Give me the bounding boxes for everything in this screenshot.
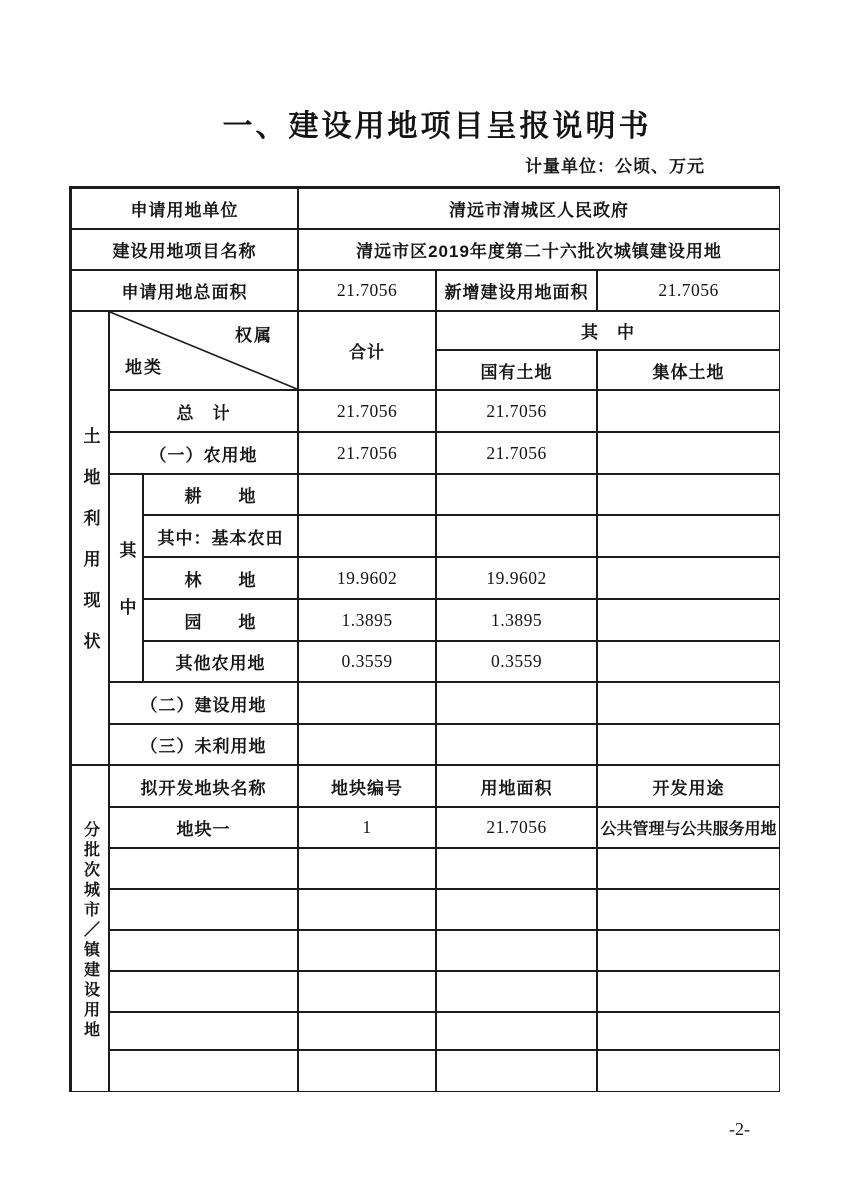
new-construction-area-value: 21.7056: [597, 270, 780, 311]
project-name-value: 清远市区2019年度第二十六批次城镇建设用地: [298, 229, 780, 270]
landuse-row-collective: [597, 390, 780, 432]
parcel-row-number: [298, 889, 436, 930]
new-construction-area-label: 新增建设用地面积: [436, 270, 597, 311]
parcel-row-area: [436, 1012, 597, 1050]
total-area-label: 申请用地总面积: [71, 270, 298, 311]
parcel-row-number: [298, 971, 436, 1012]
landuse-row-state: [436, 515, 597, 557]
applicant-unit-label: 申请用地单位: [71, 188, 298, 229]
landuse-row-collective: [597, 515, 780, 557]
landuse-row-label: 总 计: [109, 390, 298, 432]
parcel-header-number: 地块编号: [298, 765, 436, 807]
parcel-row-number: 1: [298, 807, 436, 848]
col-header-state-land: 国有土地: [436, 350, 597, 390]
landuse-section-strip: [71, 311, 109, 765]
landuse-row-total: [298, 474, 436, 515]
landuse-row-total: 21.7056: [298, 390, 436, 432]
landuse-row-total: 21.7056: [298, 432, 436, 474]
landuse-row-state: [436, 724, 597, 765]
parcel-row-purpose: [597, 1050, 780, 1092]
parcel-row-name: [109, 930, 298, 971]
landuse-row-total: 19.9602: [298, 557, 436, 599]
landuse-row-collective: [597, 599, 780, 641]
diagonal-landtype-label: 地类: [125, 358, 163, 377]
parcel-row-purpose: [597, 971, 780, 1012]
landuse-row-total: 1.3895: [298, 599, 436, 641]
parcel-row-name: 地块一: [109, 807, 298, 848]
landuse-section-label: 土地利用现状: [80, 427, 100, 673]
project-name-label: 建设用地项目名称: [71, 229, 298, 270]
landuse-row-total: [298, 724, 436, 765]
page-title: 一、建设用地项目呈报说明书: [222, 110, 652, 143]
parcel-row-name: [109, 971, 298, 1012]
landuse-row-label: 耕 地: [143, 474, 298, 515]
parcel-row-purpose: [597, 930, 780, 971]
parcel-row-purpose: 公共管理与公共服务用地: [597, 807, 780, 848]
parcel-row-area: [436, 971, 597, 1012]
landuse-row-total: 0.3559: [298, 641, 436, 682]
landuse-row-state: 0.3559: [436, 641, 597, 682]
landuse-row-label: （三）未利用地: [109, 724, 298, 765]
unit-note: 计量单位：公顷、万元: [525, 157, 705, 176]
parcel-row-area: [436, 930, 597, 971]
landuse-row-state: 19.9602: [436, 557, 597, 599]
landuse-row-state: 21.7056: [436, 390, 597, 432]
parcel-row-area: 21.7056: [436, 807, 597, 848]
col-header-collective-land: 集体土地: [597, 350, 780, 390]
landuse-row-state: [436, 682, 597, 724]
landuse-row-collective: [597, 641, 780, 682]
parcel-header-purpose: 开发用途: [597, 765, 780, 807]
parcel-row-number: [298, 930, 436, 971]
parcel-row-purpose: [597, 848, 780, 889]
parcel-row-purpose: [597, 889, 780, 930]
parcel-row-number: [298, 1050, 436, 1092]
landuse-row-label: 园 地: [143, 599, 298, 641]
parcel-header-name: 拟开发地块名称: [109, 765, 298, 807]
parcel-row-number: [298, 848, 436, 889]
landuse-row-label: （二）建设用地: [109, 682, 298, 724]
landuse-row-label: 林 地: [143, 557, 298, 599]
landuse-row-total: [298, 682, 436, 724]
applicant-unit-value: 清远市清城区人民政府: [298, 188, 780, 229]
parcel-row-name: [109, 1050, 298, 1092]
landuse-row-label: （一）农用地: [109, 432, 298, 474]
parcels-section-label: 分批次城市／镇建设用地: [81, 820, 99, 1041]
parcels-section-strip: [71, 765, 109, 1092]
subgroup-strip: [109, 474, 143, 682]
landuse-row-collective: [597, 724, 780, 765]
landuse-row-collective: [597, 432, 780, 474]
page-number: -2-: [729, 1119, 750, 1139]
parcel-row-name: [109, 889, 298, 930]
diagonal-ownership-label: 权属: [235, 326, 273, 345]
landuse-row-collective: [597, 474, 780, 515]
parcel-row-purpose: [597, 1012, 780, 1050]
landuse-row-total: [298, 515, 436, 557]
land-application-form-table: [69, 186, 780, 1092]
parcel-row-name: [109, 848, 298, 889]
landuse-row-state: 1.3895: [436, 599, 597, 641]
parcel-header-area: 用地面积: [436, 765, 597, 807]
parcel-row-area: [436, 1050, 597, 1092]
landuse-row-label: 其中：基本农田: [143, 515, 298, 557]
landuse-row-state: 21.7056: [436, 432, 597, 474]
parcel-row-area: [436, 848, 597, 889]
subgroup-label: 其中: [116, 541, 136, 655]
landuse-row-state: [436, 474, 597, 515]
diagonal-header-cell: [109, 311, 298, 390]
landuse-row-collective: [597, 557, 780, 599]
total-area-value: 21.7056: [298, 270, 436, 311]
col-header-total: 合计: [298, 311, 436, 390]
landuse-row-label: 其他农用地: [143, 641, 298, 682]
landuse-row-collective: [597, 682, 780, 724]
parcel-row-area: [436, 889, 597, 930]
parcel-row-name: [109, 1012, 298, 1050]
col-header-among: 其 中: [436, 311, 780, 350]
parcel-row-number: [298, 1012, 436, 1050]
